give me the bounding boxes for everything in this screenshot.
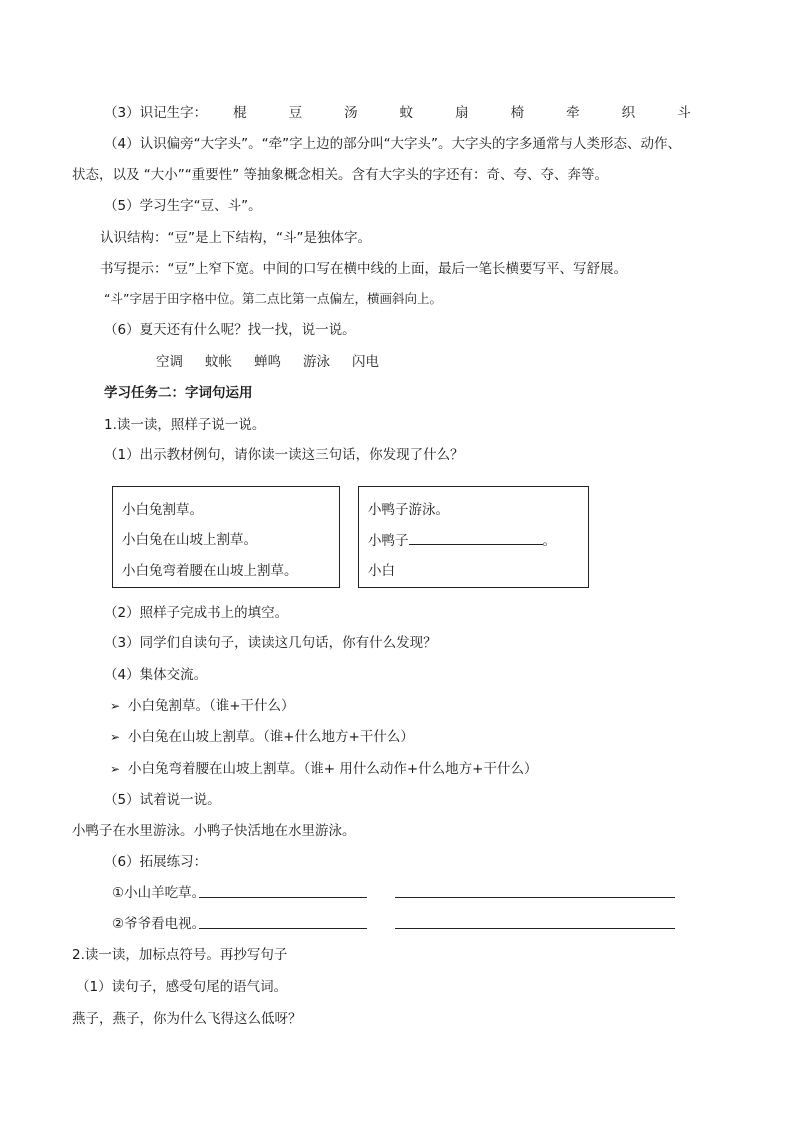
word-item: 闪电	[352, 354, 379, 370]
bullet-sentence: 小白兔在山坡上割草。（谁+什么地方+干什么）	[128, 729, 414, 745]
word-item: 蝉鸣	[254, 354, 281, 370]
practice-blank[interactable]	[199, 884, 367, 898]
char-item: 牵	[566, 105, 580, 121]
bullet-arrow-icon: ➢	[110, 762, 121, 776]
line-try-say: （5）试着说一说。	[104, 792, 221, 808]
box-sentence: 小白	[368, 563, 395, 579]
box-sentence: 小鸭子游泳。	[368, 502, 449, 518]
bullet-sentence: 小白兔割草。（谁+干什么）	[128, 698, 295, 714]
line-swallow-sentence: 燕子，燕子，你为什么飞得这么低呀？	[72, 1011, 302, 1027]
practice-prompt: ①小山羊吃草。	[112, 885, 206, 901]
box-fill-prefix: 小鸭子	[368, 533, 409, 549]
practice-blank[interactable]	[395, 915, 675, 929]
bullet-sentence: 小白兔弯着腰在山坡上割草。（谁+ 用什么动作+什么地方+干什么）	[128, 761, 538, 777]
identify-chars-label: （3）识记生字：	[104, 105, 208, 121]
section-heading-task2: 学习任务二：字词句运用	[104, 385, 253, 401]
practice-blank[interactable]	[395, 884, 675, 898]
line-example-question: （1）出示教材例句，请你读一读这三句话，你发现了什么？	[104, 447, 464, 463]
line-summer-question: （6）夏天还有什么呢？找一找，说一说。	[104, 322, 356, 338]
word-item: 游泳	[303, 354, 330, 370]
example-box-duck	[358, 486, 589, 588]
fill-blank[interactable]	[409, 531, 543, 545]
bullet-arrow-icon: ➢	[110, 699, 121, 713]
box-sentence: 小白兔割草。	[122, 502, 203, 518]
line-dou-tip: “斗”字居于田字格中位。第二点比第一点偏左，横画斜向上。	[104, 291, 442, 306]
practice-item	[112, 915, 205, 933]
line-radical-intro: （4）认识偏旁“大字头”。“牵”字上边的部分叫“大字头”。大字头的字多通常与人类形态、动作、	[104, 136, 682, 152]
line-structure: 认识结构：“豆”是上下结构，“斗”是独体字。	[100, 230, 371, 246]
line-read-say: 1.读一读，照样子说一说。	[104, 417, 266, 433]
line-summer-words	[156, 353, 401, 371]
line-self-read: （3）同学们自读句子，读读这几句话，你有什么发现？	[104, 635, 437, 651]
line-writing-tip: 书写提示：“豆”上窄下宽。中间的口写在横中线的上面，最后一笔长横要写平、写舒展。	[100, 261, 627, 277]
line-duck-example: 小鸭子在水里游泳。小鸭子快活地在水里游泳。	[72, 823, 356, 839]
line-punctuation-task: 2.读一读，加标点符号。再抄写句子	[72, 947, 288, 963]
char-item: 汤	[344, 105, 358, 121]
example-box-rabbit	[112, 486, 340, 588]
char-item: 棍	[233, 105, 247, 121]
bullet-arrow-icon: ➢	[110, 730, 121, 744]
line-identify-chars	[104, 104, 733, 122]
line-feel-tone: （1）读句子，感受句尾的语气词。	[76, 979, 288, 995]
line-learn-chars: （5）学习生字“豆、斗”。	[104, 198, 262, 214]
box-sentence: 小白兔在山坡上割草。	[122, 532, 257, 548]
line-extension-practice: （6）拓展练习：	[104, 854, 208, 870]
char-item: 椅	[510, 105, 525, 121]
box-fill-suffix: 。	[542, 533, 556, 549]
practice-item	[112, 884, 205, 902]
char-item: 织	[621, 105, 636, 121]
word-item: 空调	[156, 354, 183, 370]
char-item: 斗	[677, 105, 691, 121]
box-sentence: 小白兔弯着腰在山坡上割草。	[122, 563, 298, 579]
line-complete-fill: （2）照样子完成书上的填空。	[104, 605, 289, 621]
char-item: 扇	[455, 105, 469, 121]
word-item: 蚊帐	[205, 354, 232, 370]
char-item: 蚊	[399, 105, 414, 121]
box-fill-sentence	[368, 531, 556, 550]
practice-prompt: ②爷爷看电视。	[112, 916, 206, 932]
line-radical-detail: 状态，以及 “大小”“重要性” 等抽象概念相关。含有大字头的字还有：奇、夸、夺、奔等。	[72, 167, 609, 183]
char-item: 豆	[288, 105, 303, 121]
line-group-share: （4）集体交流。	[104, 667, 208, 683]
practice-blank[interactable]	[199, 915, 367, 929]
